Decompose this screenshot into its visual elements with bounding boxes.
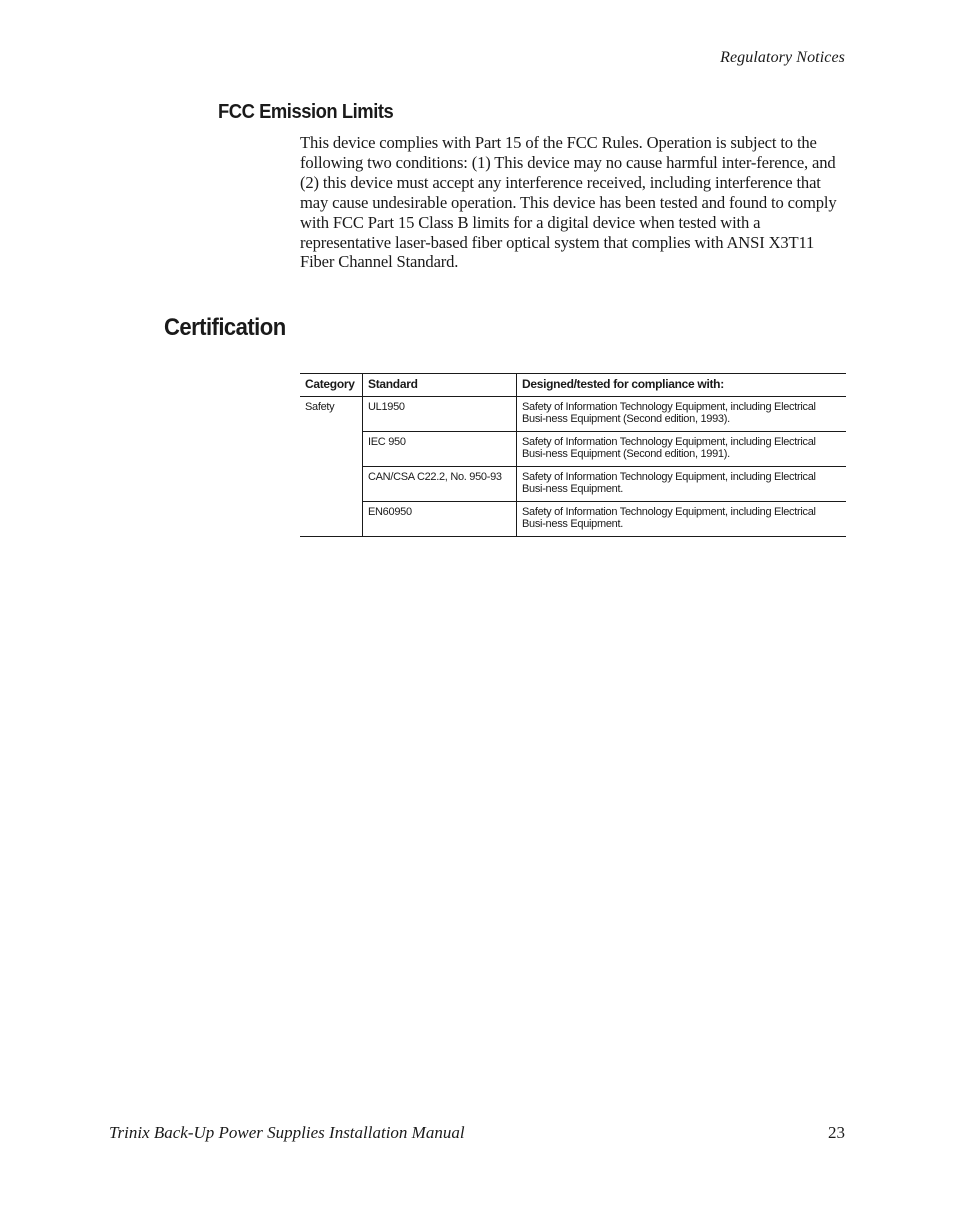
column-header-compliance: Designed/tested for compliance with: xyxy=(517,374,847,397)
table-header-row xyxy=(300,374,846,397)
running-head: Regulatory Notices xyxy=(720,49,845,66)
certification-table xyxy=(300,373,846,537)
footer-page-number: 23 xyxy=(828,1123,845,1142)
standard-cell: CAN/CSA C22.2, No. 950-93 xyxy=(363,467,517,502)
standard-cell: EN60950 xyxy=(363,502,517,537)
table-row xyxy=(300,397,846,432)
section-title-fcc: FCC Emission Limits xyxy=(218,101,394,123)
table-row xyxy=(300,467,846,502)
category-cell: Safety xyxy=(300,397,363,537)
footer-manual-title: Trinix Back-Up Power Supplies Installation Manual xyxy=(109,1123,465,1142)
column-header-standard: Standard xyxy=(363,374,517,397)
compliance-cell: Safety of Information Technology Equipment, including Electrical Busi-ness Equipment (Second edition, 1993). xyxy=(517,397,847,432)
standard-cell: UL1950 xyxy=(363,397,517,432)
table-row xyxy=(300,502,846,537)
compliance-cell: Safety of Information Technology Equipment, including Electrical Busi-ness Equipment. xyxy=(517,502,847,537)
column-header-category: Category xyxy=(300,374,363,397)
table-row xyxy=(300,432,846,467)
compliance-cell: Safety of Information Technology Equipment, including Electrical Busi-ness Equipment (Second edition, 1991). xyxy=(517,432,847,467)
fcc-body-text: This device complies with Part 15 of the FCC Rules. Operation is subject to the following two conditions: (1) This device may no cause harmful inter-ference, and (2) this device must accept any interference received, including interference that may cause undesirable operation. This device has been tested and found to comply with FCC Part 15 Class B limits for a digital device when tested with a representative laser-based fiber optical system that complies with ANSI X3T11 Fiber Channel Standard. xyxy=(300,133,837,272)
compliance-cell: Safety of Information Technology Equipment, including Electrical Busi-ness Equipment. xyxy=(517,467,847,502)
section-title-certification: Certification xyxy=(164,314,286,341)
standard-cell: IEC 950 xyxy=(363,432,517,467)
